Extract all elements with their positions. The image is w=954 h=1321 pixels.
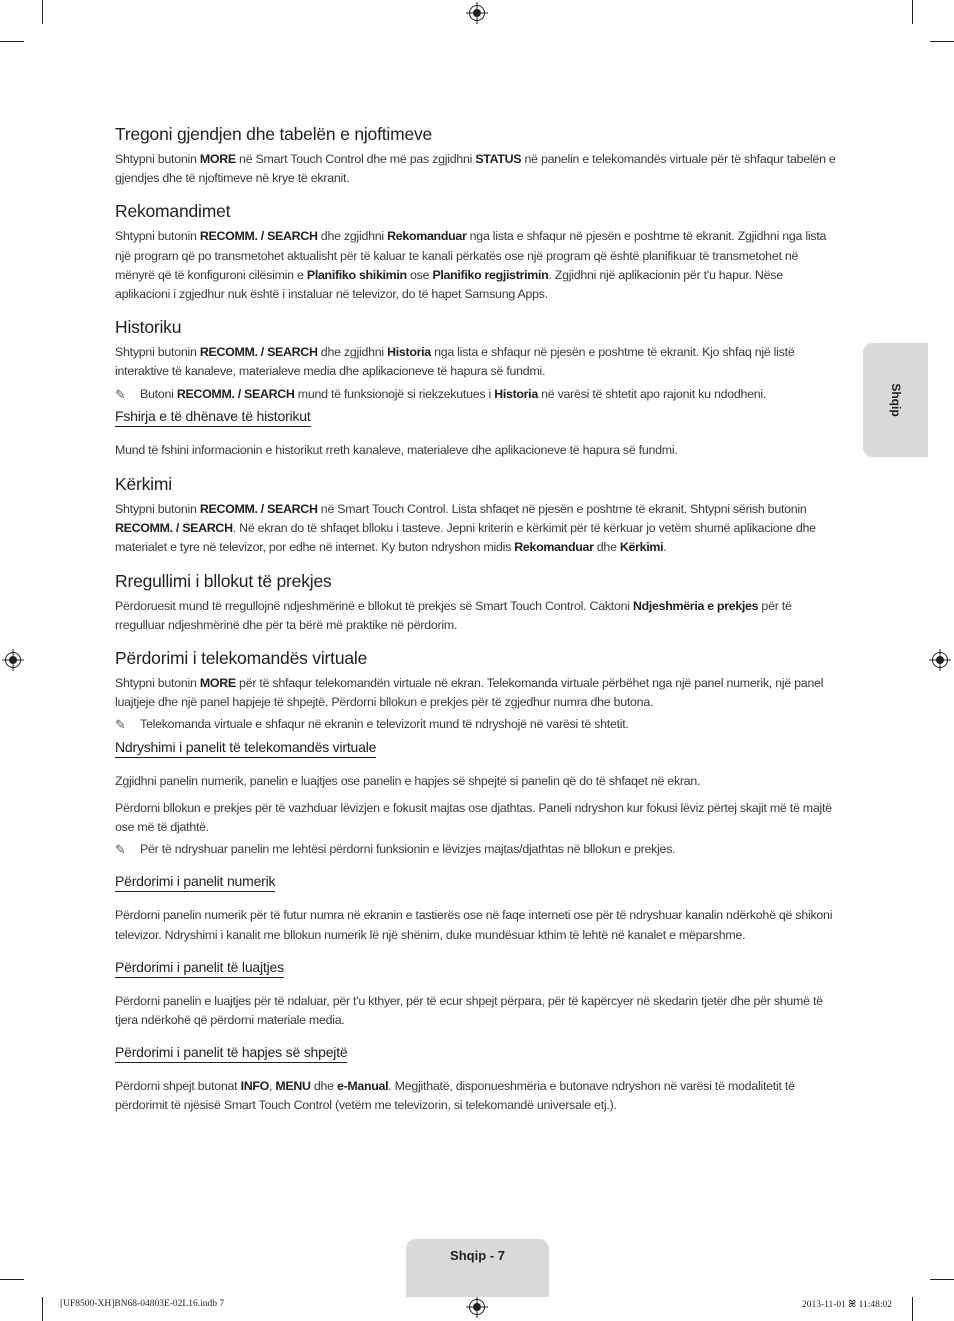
registration-mark-icon: [469, 5, 485, 21]
subsection: [115, 873, 838, 944]
section: [115, 201, 838, 304]
note-paragraph: ✎ Telekomanda virtuale e shfaqur në ekranin e televizorit mund të ndryshojë në varësi të shtetit.: [115, 715, 838, 734]
page-number-label: Shqip - 7: [450, 1248, 505, 1263]
note-paragraph: ✎ Për të ndryshuar panelin me lehtësi përdorni funksionin e lëvizjes majtas/djathtas në bllokun e prekjes.: [115, 840, 838, 859]
body-paragraph: Shtypni butonin MORE për të shfaqur telekomandën virtuale në ekran. Telekomanda virtuale përbëhet nga një panel numerik, një panel luajtjeje dhe një panel hapjeje të shpejtë. Përdorni bllokun e prekjes për të zgjedhur numra dhe butona.: [115, 676, 824, 710]
crop-mark: [0, 1279, 24, 1280]
section: [115, 474, 838, 558]
section-heading: Rregullimi i bllokut të prekjes: [115, 570, 332, 591]
ui-term: RECOMM. / SEARCH: [115, 521, 233, 536]
print-date-time: 2013-11-01 ꕤ 11:48:02: [801, 1300, 892, 1310]
pencil-note-icon: ✎: [115, 717, 126, 733]
body-paragraph: Përdorni panelin numerik për të futur numra në ekranin e tastierës ose në faqe interneti ose për të ndryshuar kanalin ndërkohë që shikoni televizor. Ndryshimi i kanalit me bllokun numerik lë një shënim, duke mundësuar kthim të lehtë në kanalet e mëparshme.: [115, 908, 833, 942]
subsection: [115, 739, 838, 860]
subsection-heading: Ndryshimi i panelit të telekomandës virtuale: [115, 739, 376, 758]
ui-term: RECOMM. / SEARCH: [199, 229, 318, 244]
crop-mark: [42, 1297, 43, 1321]
body-paragraph: Përdorni bllokun e prekjes për të vazhduar lëvizjen e fokusit majtas ose djathtas. Paneli ndryshon kur fokusi lëviz përtej skajit më të majtë ose më të djathtë.: [115, 800, 832, 835]
section: [115, 571, 838, 635]
subsection-heading: Përdorimi i panelit numerik: [115, 873, 275, 892]
body-paragraph: Shtypni butonin MORE në Smart Touch Control dhe më pas zgjidhni STATUS në panelin e telekomandës virtuale për të shfaqur tabelën e gjendjes dhe të njoftimeve në krye të ekranit.: [115, 152, 836, 186]
subsection: [115, 1044, 838, 1115]
body-paragraph: Shtypni butonin RECOMM. / SEARCH dhe zgjidhni Rekomanduar nga lista e shfaqur në pjesën e poshtme të ekranit. Zgjidhni nga lista një program që po transmetohet aktualisht për të kaluar te kanali përkatës ose një program që është planifikuar të transmetohet në mënyrë që të konfiguroni cilësimin e Planifiko shikimin ose Planifiko regjistrimin. Zgjidhni një aplikacionin për t'u hapur. Nëse aplikacioni i zgjedhur nuk është i instaluar në televizor, do të hapet Samsung Apps.: [115, 229, 827, 302]
crop-mark: [930, 1279, 954, 1280]
section-heading: Kërkimi: [115, 474, 172, 495]
note-paragraph: ✎ Butoni RECOMM. / SEARCH mund të funksionojë si riekzekutues i Historia në varësi të shtetit apo rajonit ku ndodheni.: [115, 385, 838, 404]
body-paragraph: Shtypni butonin RECOMM. / SEARCH në Smart Touch Control. Lista shfaqet në pjesën e poshtme të ekranit. Shtypni sërish butonin RECOMM. / SEARCH. Në ekran do të shfaqet blloku i tasteve. Jepni kriterin e kërkimit për të kërkuar jo vetëm shumë aplikacione dhe materialet e tyre në televizor, por edhe në internet. Ky buton ndryshon midis Rekomanduar dhe Kërkimi.: [115, 502, 816, 555]
subsection: [115, 408, 838, 460]
ui-term: RECOMM. / SEARCH: [199, 502, 318, 517]
ui-term: STATUS: [475, 152, 522, 166]
ui-term: MENU: [275, 1079, 311, 1094]
page-number-tab: [406, 1239, 549, 1297]
ui-term: MORE: [199, 152, 236, 166]
subsection-heading: Fshirja e të dhënave të historikut: [115, 408, 311, 427]
crop-mark: [0, 41, 24, 42]
pencil-note-icon: ✎: [115, 386, 126, 402]
body-paragraph: Shtypni butonin RECOMM. / SEARCH dhe zgjidhni Historia nga lista e shfaqur në pjesën e poshtme të ekranit. Kjo shfaq një listë interaktive të kanaleve, materialeve media dhe aplikacioneve të hapura së fundmi.: [115, 345, 795, 379]
ui-term: Planifiko regjistrimin: [432, 267, 549, 282]
ui-term: INFO: [240, 1079, 269, 1094]
registration-mark-icon: [932, 652, 948, 668]
ui-term: RECOMM. / SEARCH: [176, 386, 295, 401]
body-paragraph: Përdorni shpejt butonat INFO, MENU dhe e-Manual. Megjithatë, disponueshmëria e butonave ndryshon në varësi të modalitetit të përdorimit të njësisë Smart Touch Control (vetëm me televizorin, si telekomandë universale etj.).: [115, 1079, 795, 1113]
ui-term: e-Manual: [336, 1079, 389, 1094]
subsection: [115, 959, 838, 1030]
ui-term: Ndjeshmëria e prekjes: [632, 598, 759, 613]
ui-term: MORE: [199, 676, 236, 691]
section-heading: Përdorimi i telekomandës virtuale: [115, 648, 368, 669]
section: [115, 124, 838, 188]
subsection-heading: Përdorimi i panelit të luajtjes: [115, 959, 284, 978]
body-paragraph: Përdorni panelin e luajtjes për të ndaluar, për t'u kthyer, për të ecur shpejt përpara, për të kapërcyer në skedarin tjetër dhe për shumë të tjera ndërkohë që përdorni materiale media.: [115, 993, 823, 1028]
crop-mark: [912, 0, 913, 24]
registration-mark-icon: [469, 1299, 485, 1315]
manual-content: [115, 124, 838, 1130]
body-paragraph: Mund të fshini informacionin e historikut rreth kanaleve, materialeve dhe aplikacioneve të hapura së fundmi.: [115, 442, 678, 457]
crop-mark: [930, 41, 954, 42]
crop-mark: [912, 1297, 913, 1321]
language-side-tab-label: Shqip: [888, 383, 903, 417]
ui-term: RECOMM. / SEARCH: [199, 345, 318, 360]
ui-term: Planifiko shikimin: [306, 267, 407, 282]
ui-term: Rekomanduar: [387, 229, 467, 244]
print-file-info: [UF8500-XH]BN68-04803E-02L16.indb 7: [60, 1299, 225, 1309]
pencil-note-icon: ✎: [115, 842, 126, 858]
ui-term: Historia: [387, 345, 431, 360]
ui-term: Historia: [494, 386, 538, 401]
language-side-tab: [863, 343, 928, 457]
crop-mark: [42, 0, 43, 24]
ui-term: Rekomanduar: [514, 540, 594, 555]
section: [115, 317, 838, 460]
ui-term: Kërkimi: [619, 540, 664, 555]
section: [115, 648, 838, 1116]
section-heading: Rekomandimet: [115, 201, 231, 222]
subsection-heading: Përdorimi i panelit të hapjes së shpejtë: [115, 1044, 347, 1063]
body-paragraph: Përdoruesit mund të rregullojnë ndjeshmërinë e bllokut të prekjes së Smart Touch Control. Caktoni Ndjeshmëria e prekjes për të rregulluar ndjeshmërinë dhe për ta bërë më praktike në përdorim.: [115, 598, 792, 632]
section-heading: Tregoni gjendjen dhe tabelën e njoftimeve: [115, 124, 433, 144]
section-heading: Historiku: [115, 317, 182, 338]
body-paragraph: Zgjidhni panelin numerik, panelin e luajtjes ose panelin e hapjes së shpejtë si panelin që do të shfaqet në ekran.: [115, 773, 701, 788]
registration-mark-icon: [5, 652, 21, 668]
